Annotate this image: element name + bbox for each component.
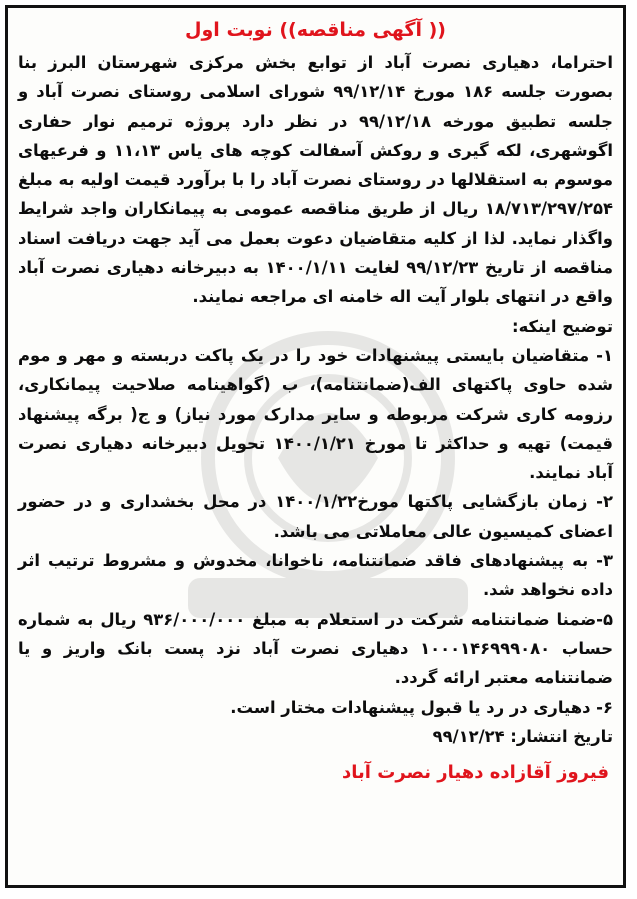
list-item: ۶- دهیاری در رد یا قبول پیشنهادات مختار است. [230, 697, 613, 717]
notes-heading: توضیح اینکه: [512, 316, 613, 336]
signature: فیروز آقازاده دهیار نصرت آباد [342, 762, 609, 784]
intro-paragraph: احتراما، دهیاری نصرت آباد از توابع بخش مرکزی شهرستان البرز بنا بصورت جلسه ۱۸۶ مورخ ۹۹/۱۲/۱۴ شورای اسلامی روستای نصرت آباد و جلسه تطبیق مورخه ۹۹/۱۲/۱۸ در نظر دارد پروژه ترمیم نوار حفاری اگوشهری، لکه گیری و روکش آسفالت کوچه های یاس ۱۱،۱۳ و فرعیهای موسوم به استقلالها در روستای نصرت آباد را با برآورد قیمت اولیه به مبلغ ۱۸/۷۱۳/۲۹۷/۲۵۴ ریال از طریق مناقصه عمومی به پیمانکاران واجد شرایط واگذار نماید. لذا از کلیه متقاضیان دعوت بعمل می آید جهت دریافت اسناد مناقصه از تاریخ ۹۹/۱۲/۲۳ لغایت ۱۴۰۰/۱/۱۱ به دبیرخانه دهیاری نصرت آباد واقع در انتهای بلوار آیت اله خامنه ای مراجعه نمایند. [18, 53, 614, 307]
publish-date: تاریخ انتشار: ۹۹/۱۲/۲۴ [432, 726, 613, 746]
list-item: ۱- متقاضیان بایستی پیشنهادات خود را در یک پاکت دربسته و مهر و موم شده حاوی پاکتهای الف(ضمانتنامه)، ب (گواهینامه صلاحیت پیمانکاری، رزومه کاری شرکت مربوطه و سایر مدارک مورد نیاز) و ج( برگه پیشنهاد قیمت) تهیه و حداکثر تا مورخ ۱۴۰۰/۱/۲۱ تحویل دبیرخانه دهیاری نصرت آباد نمایند. [18, 345, 613, 483]
list-item: ۳- به پیشنهادهای فاقد ضمانتنامه، ناخوانا، مخدوش و مشروط ترتیب اثر داده نخواهد شد. [18, 551, 613, 600]
list-item: ۵-ضمنا ضمانتنامه شرکت در استعلام به مبلغ ۹۳۶/۰۰۰/۰۰۰ ریال به شماره حساب ۱۰۰۰۱۴۶۹۹۹۰۸۰ دهیاری نصرت آباد نزد پست بانک واریز و یا ضمانتنامه معتبر ارائه گردد. [18, 609, 614, 688]
notice-frame [5, 5, 626, 888]
notice-body [8, 8, 623, 787]
notice-title: (( آگهی مناقصه)) نوبت اول [185, 19, 446, 41]
list-item: ۲- زمان بازگشایی پاکتها مورخ۱۴۰۰/۱/۲۲ در محل بخشداری و در حضور اعضای کمیسیون عالی معاملاتی می باشد. [18, 492, 614, 541]
